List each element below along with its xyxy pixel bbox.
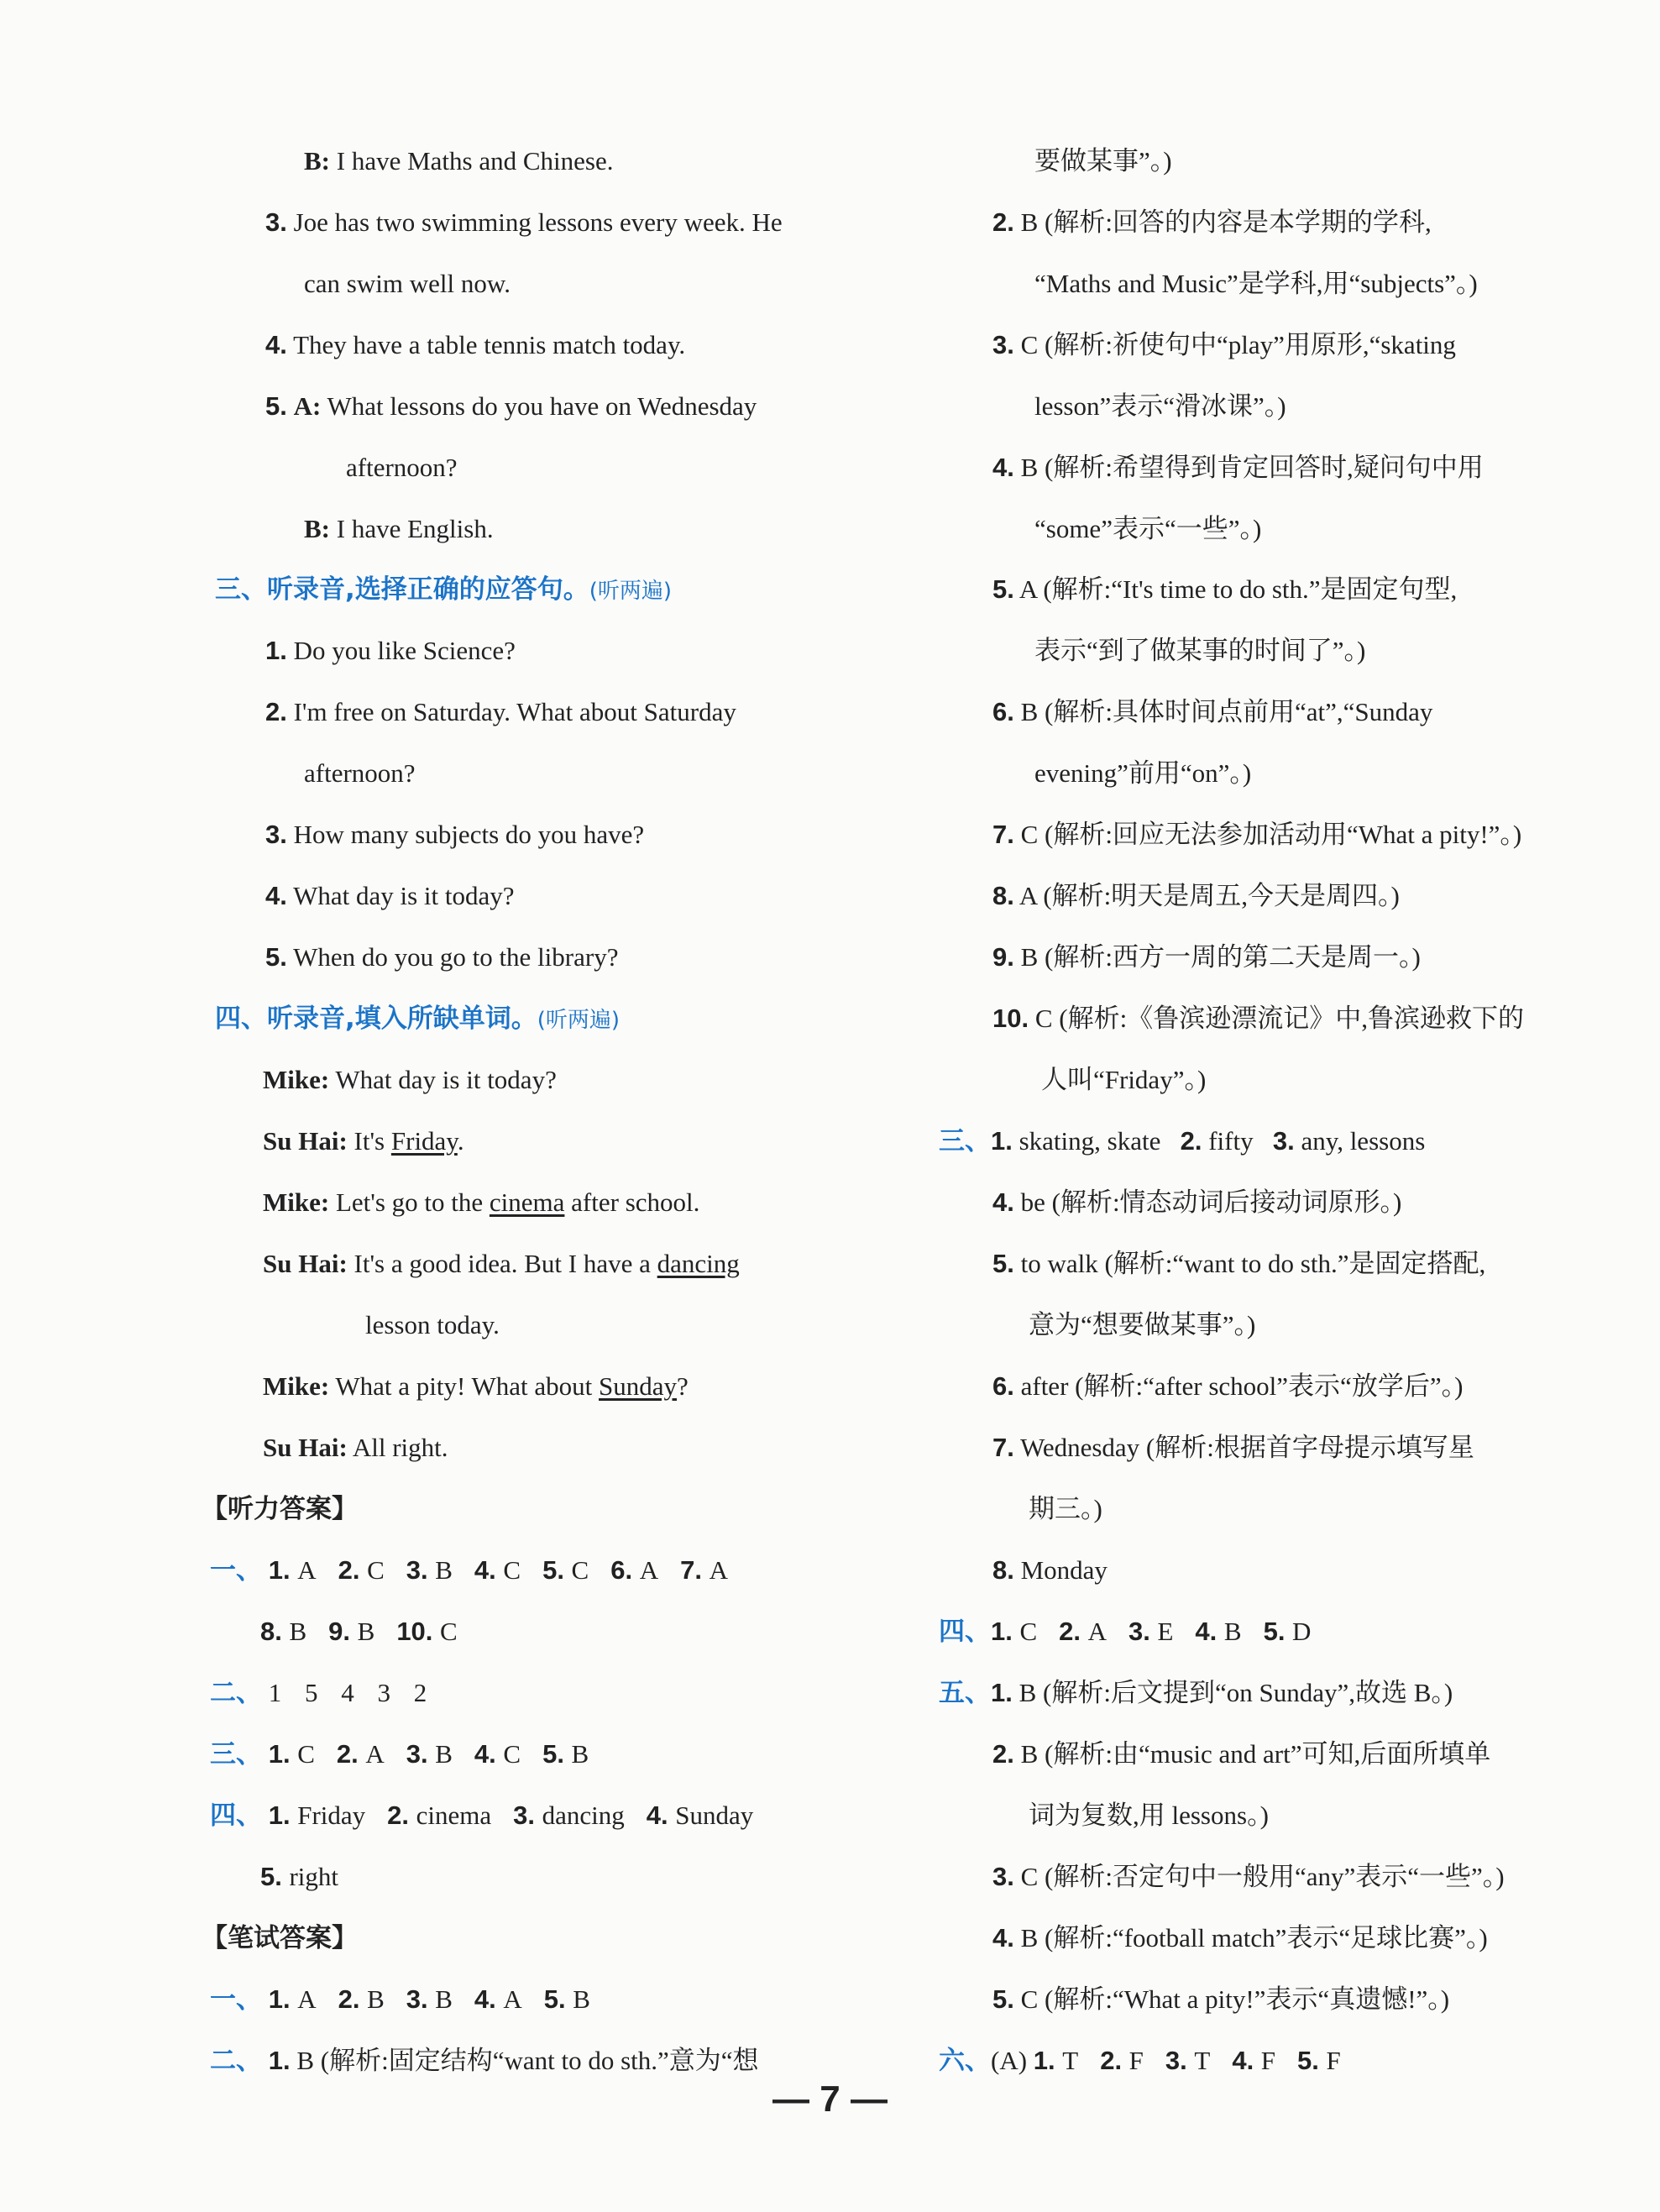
answer-value: F: [1128, 2046, 1144, 2075]
answer-pair: [269, 1554, 317, 1587]
answer-value: T: [1194, 2046, 1211, 2075]
answer-pair: [328, 1615, 374, 1649]
answer-number: 4.: [646, 1801, 676, 1830]
answer-pair: [337, 1738, 385, 1771]
dialog-line: B: I have English.: [304, 514, 494, 543]
answer-pair: [260, 1615, 306, 1649]
answer-pair: [1264, 1615, 1312, 1649]
answer-pair: [474, 1983, 522, 2016]
answer-cont: lesson”表示“滑冰课”。): [1034, 391, 1286, 421]
answer-row: 五、1. B (解析:后文提到“on Sunday”,故选 B。): [939, 1678, 1453, 1708]
answer-pair: [542, 1554, 589, 1587]
answer-value: A: [1087, 1617, 1108, 1646]
answer-item: 8. A (解析:明天是周五,今天是周四。): [992, 881, 1400, 910]
answer-value: C: [503, 1555, 521, 1585]
answer-value: C: [571, 1555, 589, 1585]
answer-value: E: [1157, 1617, 1174, 1646]
answer-number: 4.: [474, 1984, 504, 2014]
answer-number: 1.: [268, 1984, 298, 2014]
script-item-4: 4. They have a table tennis match today.: [265, 330, 686, 359]
dialog-line: B: I have Maths and Chinese.: [304, 146, 614, 176]
answer-value: F: [1260, 2046, 1276, 2075]
script-item-3: 3. Joe has two swimming lessons every week. He: [265, 207, 783, 237]
answer-pair: [680, 1554, 728, 1587]
script-item-5-cont: afternoon?: [346, 453, 458, 482]
answer-value: A: [297, 1984, 317, 2014]
list-item: 5. When do you go to the library?: [265, 942, 619, 972]
answer-list: [260, 1617, 479, 1646]
answer-row: 三、 1. C 2. A 3. B 4. C 5. B: [210, 1738, 610, 1771]
answer-number: 1.: [268, 1555, 298, 1585]
answer-list: [269, 1555, 750, 1585]
answer-value: B: [1223, 1617, 1242, 1646]
answer-row: 六、(A) 1. T 2. F 3. T 4. F 5. F: [939, 2044, 1363, 2078]
answer-value: B: [571, 1739, 589, 1769]
answer-item: 3. C (解析:祈使句中“play”用原形,“skating: [992, 330, 1456, 359]
answer-number: 2.: [1100, 2046, 1129, 2075]
answer-pair: [406, 1738, 453, 1771]
answer-number: 1.: [1033, 2046, 1063, 2075]
answer-cont: 意为“想要做某事”。): [1029, 1310, 1256, 1339]
answer-pair: [544, 1983, 590, 2016]
answer-value: B: [435, 1739, 453, 1769]
answer-item: 2. B (解析:回答的内容是本学期的学科,: [992, 207, 1432, 237]
answer-row: [260, 1615, 479, 1649]
answer-value: D: [1292, 1617, 1312, 1646]
answer-cont: 词为复数,用 lessons。): [1029, 1801, 1269, 1830]
answer-item: 6. B (解析:具体时间点前用“at”,“Sunday: [992, 697, 1433, 726]
answer-value: B: [289, 1617, 307, 1646]
answer-number: 5.: [1297, 2046, 1327, 2075]
answer-value: F: [1326, 2046, 1341, 2075]
answer-number: 5.: [543, 1984, 573, 2014]
dialog-line: Mike: What a pity! What about Sunday?: [263, 1371, 689, 1401]
answer-number: 4.: [1195, 1617, 1224, 1646]
answer-item: 9. B (解析:西方一周的第二天是周一。): [992, 942, 1421, 972]
answer-value: dancing: [542, 1801, 625, 1830]
answer-item: 3. C (解析:否定句中一般用“any”表示“一些”。): [992, 1862, 1505, 1891]
answer-item: 10. C (解析:《鲁滨逊漂流记》中,鲁滨逊救下的: [992, 1004, 1524, 1033]
answer-number: 3.: [513, 1801, 542, 1830]
answer-value: A: [365, 1739, 385, 1769]
script-item-5: 5. A: What lessons do you have on Wednesday: [265, 391, 757, 421]
list-item: 2. I'm free on Saturday. What about Saturday: [265, 697, 736, 726]
answer-item: 5. A (解析:“It's time to do sth.”是固定句型,: [992, 574, 1458, 604]
answer-number: 1.: [268, 1739, 298, 1769]
answer-pair: [1297, 2044, 1341, 2078]
answer-row: 一、 1. A 2. B 3. B 4. A 5. B: [210, 1983, 612, 2016]
answer-pair: [269, 1799, 365, 1832]
list-item: 3. How many subjects do you have?: [265, 820, 645, 849]
answer-number: 7.: [680, 1555, 710, 1585]
answer-item: 2. B (解析:由“music and art”可知,后面所填单: [992, 1739, 1491, 1769]
answer-number: 2.: [338, 1984, 368, 2014]
answer-number: 3.: [1165, 2046, 1195, 2075]
answer-value: right: [289, 1862, 339, 1891]
answer-number: 9.: [328, 1617, 358, 1646]
answer-pair: [513, 1799, 625, 1832]
list-item: 4. What day is it today?: [265, 881, 515, 910]
answer-number: 2.: [1059, 1617, 1088, 1646]
list-item-cont: afternoon?: [304, 758, 416, 788]
answer-value: B: [435, 1984, 453, 2014]
answer-value: Sunday: [675, 1801, 754, 1830]
answer-number: 8.: [260, 1617, 290, 1646]
answer-pair: [1100, 2044, 1144, 2078]
answer-pair: [260, 1860, 338, 1894]
answer-cont: 人叫“Friday”。): [1041, 1065, 1207, 1094]
answer-value: B: [435, 1555, 453, 1585]
answer-value: cinema: [416, 1801, 492, 1830]
answer-pair: [542, 1738, 589, 1771]
dialog-line: Su Hai: All right.: [263, 1433, 448, 1462]
answer-value: Friday: [297, 1801, 366, 1830]
answer-list: [269, 1984, 612, 2014]
answer-number: 6.: [610, 1555, 640, 1585]
answer-number: 1.: [991, 1617, 1020, 1646]
answer-pair: [1195, 1615, 1241, 1649]
answer-row: 四、1. C 2. A 3. E 4. B 5. D: [939, 1615, 1333, 1649]
answer-value: C: [297, 1739, 315, 1769]
answer-value: C: [367, 1555, 385, 1585]
answer-pair: [269, 1983, 317, 2016]
answer-pair: [406, 1554, 453, 1587]
answer-pair: [269, 1738, 315, 1771]
answer-value: A: [297, 1555, 317, 1585]
answer-number: 2.: [387, 1801, 416, 1830]
answer-row: 二、 1 5 4 3 2: [210, 1678, 427, 1708]
answer-value: B: [367, 1984, 385, 2014]
answer-value: A: [639, 1555, 659, 1585]
answer-number: 3.: [406, 1984, 436, 2014]
answer-row: 三、1. skating, skate 2. fifty 3. any, lessons: [939, 1126, 1426, 1156]
answer-number: 5.: [260, 1862, 290, 1891]
answer-item: 4. be (解析:情态动词后接动词原形。): [992, 1187, 1402, 1217]
page-number: — 7 —: [772, 2078, 888, 2120]
answer-value: T: [1062, 2046, 1079, 2075]
answer-pair: [1165, 2044, 1210, 2078]
dialog-line: Su Hai: It's a good idea. But I have a dancing: [263, 1249, 740, 1278]
answer-number: 3.: [406, 1739, 436, 1769]
answer-number: 2.: [336, 1739, 366, 1769]
answer-cont: 要做某事”。): [1034, 146, 1172, 176]
answer-number: 5.: [542, 1739, 572, 1769]
answer-value: C: [440, 1617, 458, 1646]
answer-row: 四、 1. Friday 2. cinema 3. dancing 4. Sunday: [210, 1799, 775, 1832]
answer-item: 5. to walk (解析:“want to do sth.”是固定搭配,: [992, 1249, 1486, 1278]
answer-number: 1.: [268, 1801, 298, 1830]
dialog-line: Mike: Let's go to the cinema after school.: [263, 1187, 700, 1217]
answer-item: 8. Monday: [992, 1555, 1108, 1585]
answer-item: 4. B (解析:希望得到肯定回答时,疑问句中用: [992, 453, 1484, 482]
answer-list: [260, 1862, 360, 1891]
answer-pair: [338, 1983, 385, 2016]
answer-value: C: [1019, 1617, 1038, 1646]
script-item-3-cont: can swim well now.: [304, 269, 511, 298]
answer-number: 2.: [338, 1555, 368, 1585]
listening-answers-heading: 【听力答案】: [202, 1494, 358, 1524]
answer-cont: “some”表示“一些”。): [1034, 514, 1262, 543]
list-item: 1. Do you like Science?: [265, 636, 516, 665]
answer-item: 6. after (解析:“after school”表示“放学后”。): [992, 1371, 1464, 1401]
written-answers-heading: 【笔试答案】: [202, 1923, 358, 1953]
answer-cont: 表示“到了做某事的时间了”。): [1034, 636, 1366, 665]
answer-pair: [406, 1983, 453, 2016]
answer-pair: [396, 1615, 457, 1649]
answer-pair: [338, 1554, 385, 1587]
answer-pair: [474, 1554, 521, 1587]
dialog-line: Su Hai: It's Friday.: [263, 1126, 464, 1156]
answer-list: [1034, 2046, 1363, 2075]
answer-row: [260, 1860, 360, 1894]
answer-number: 4.: [474, 1739, 504, 1769]
answer-pair: [474, 1738, 521, 1771]
answer-item: 4. B (解析:“football match”表示“足球比赛”。): [992, 1923, 1488, 1953]
answer-value: A: [503, 1984, 522, 2014]
answer-list: [991, 1617, 1333, 1646]
answer-number: 3.: [406, 1555, 436, 1585]
answer-list: [269, 1801, 775, 1830]
answer-number: 4.: [1232, 2046, 1261, 2075]
dialog-line-cont: lesson today.: [365, 1310, 500, 1339]
answer-number: 3.: [1128, 1617, 1158, 1646]
answer-row: 二、 1. B (解析:固定结构“want to do sth.”意为“想: [210, 2046, 759, 2076]
answer-cont: “Maths and Music”是学科,用“subjects”。): [1034, 269, 1478, 298]
answer-number: 5.: [1263, 1617, 1293, 1646]
section-3-heading: 三、听录音,选择正确的应答句。(听两遍): [215, 574, 673, 605]
answer-number: 5.: [542, 1555, 572, 1585]
answer-number: 4.: [474, 1555, 504, 1585]
answer-value: A: [709, 1555, 728, 1585]
section-4-heading: 四、听录音,填入所缺单词。(听两遍): [215, 1004, 621, 1034]
answer-number: 10.: [396, 1617, 441, 1646]
answer-value: C: [503, 1739, 521, 1769]
answer-pair: [387, 1799, 491, 1832]
answer-item: 5. C (解析:“What a pity!”表示“真遗憾!”。): [992, 1984, 1450, 2014]
answer-cont: 期三。): [1029, 1494, 1102, 1523]
answer-pair: [1128, 1615, 1173, 1649]
dialog-line: Mike: What day is it today?: [263, 1065, 557, 1094]
answer-pair: [647, 1799, 753, 1832]
answer-row: 一、 1. A 2. C 3. B 4. C 5. C 6. A 7. A: [210, 1554, 750, 1587]
answer-value: B: [573, 1984, 590, 2014]
answer-item: 7. Wednesday (解析:根据首字母提示填写星: [992, 1433, 1474, 1462]
answer-pair: [1059, 1615, 1107, 1649]
answer-pair: [991, 1615, 1037, 1649]
answer-pair: [1232, 2044, 1275, 2078]
answer-cont: evening”前用“on”。): [1034, 758, 1252, 788]
answer-list: [269, 1739, 610, 1769]
answer-pair: [1034, 2044, 1078, 2078]
answer-pair: [610, 1554, 658, 1587]
answer-item: 7. C (解析:回应无法参加活动用“What a pity!”。): [992, 820, 1522, 849]
answer-value: B: [357, 1617, 375, 1646]
